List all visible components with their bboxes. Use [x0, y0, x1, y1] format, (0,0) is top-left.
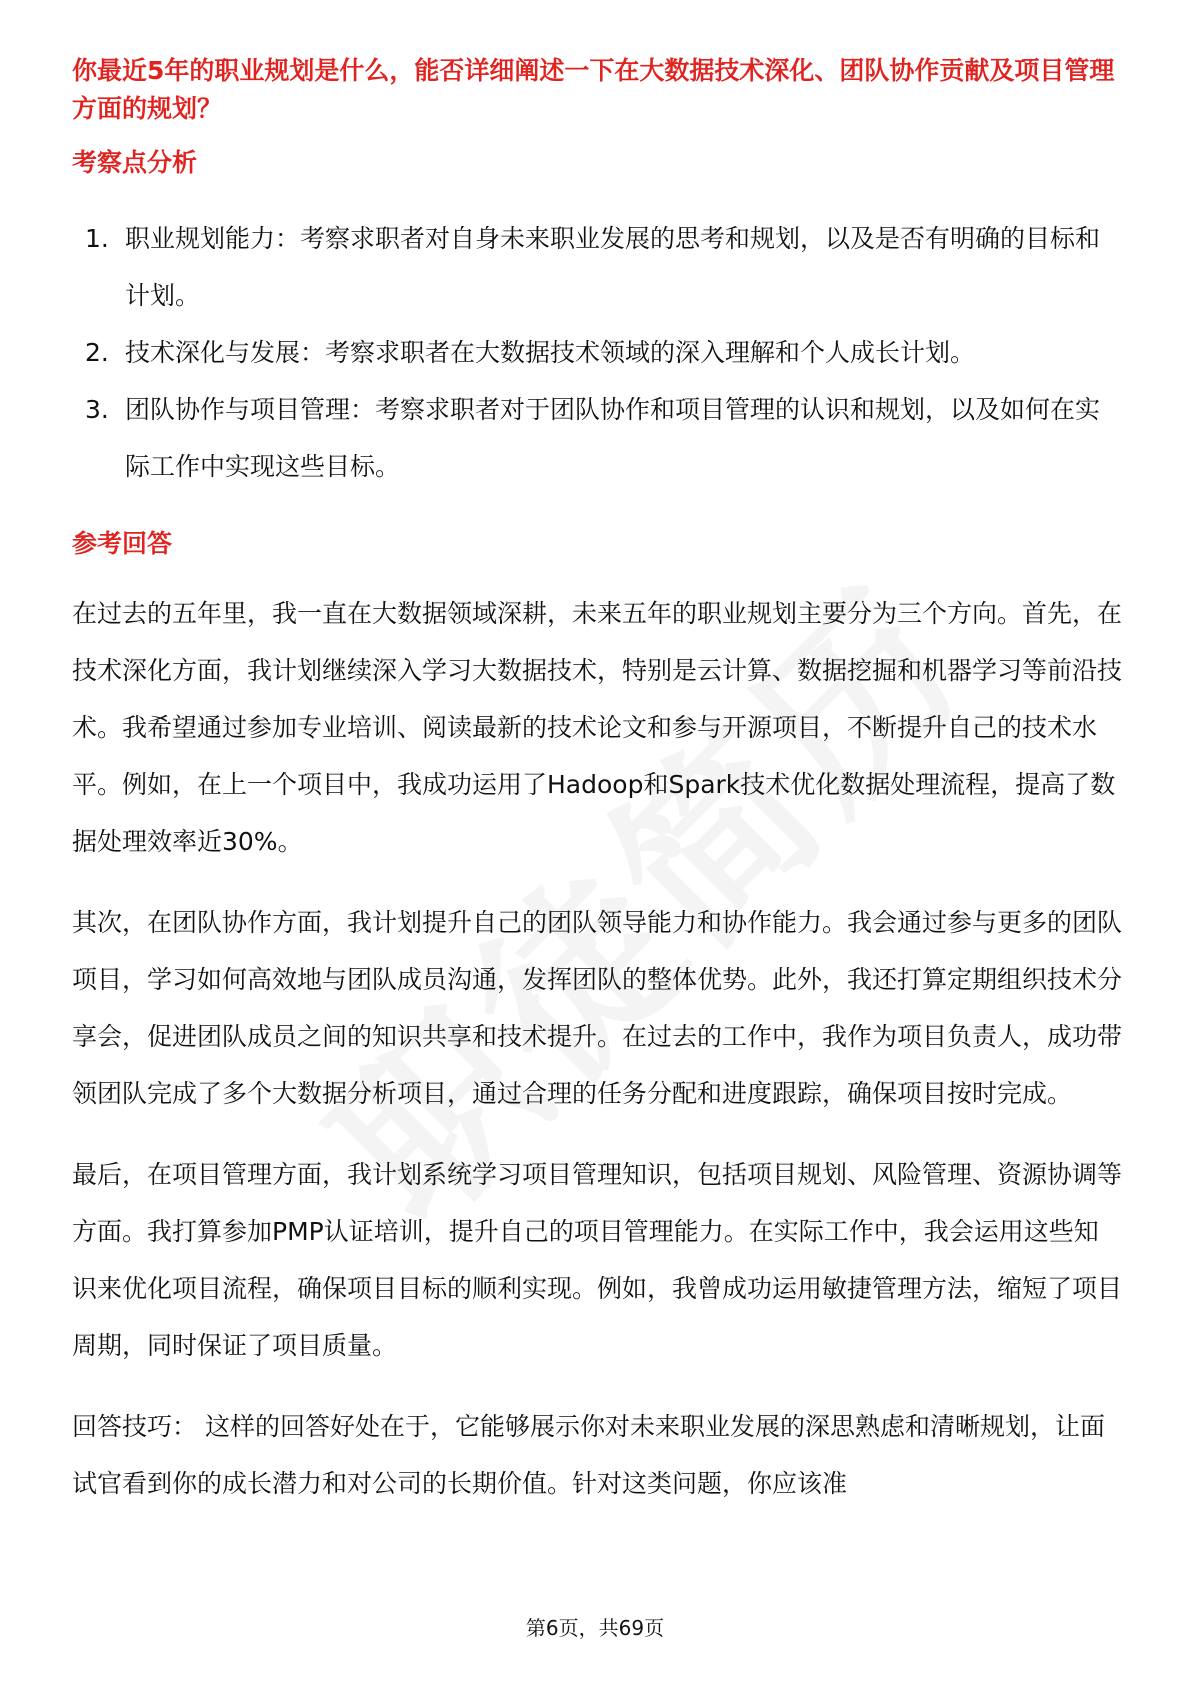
question-heading: 你最近5年的职业规划是什么，能否详细阐述一下在大数据技术深化、团队协作贡献及项目管理方面的规划？	[72, 56, 1115, 123]
answer-paragraph: 在过去的五年里，我一直在大数据领域深耕，未来五年的职业规划主要分为三个方向。首先，在技术深化方面，我计划继续深入学习大数据技术，特别是云计算、数据挖掘和机器学习等前沿技术。我希望通过参加专业培训、阅读最新的技术论文和参与开源项目，不断提升自己的技术水平。例如，在上一个项目中，我成功运用了Hadoop和Spark技术优化数据处理流程，提高了数据处理效率近30%。	[72, 599, 1123, 856]
page-footer: 第6页，共69页	[525, 1616, 665, 1640]
analysis-title: 考察点分析	[72, 148, 198, 177]
document-page	[72, 52, 1122, 1512]
analysis-item-number: 2.	[85, 338, 109, 367]
answer-title: 参考回答	[72, 529, 173, 558]
answer-paragraph: 最后，在项目管理方面，我计划系统学习项目管理知识，包括项目规划、风险管理、资源协调等方面。我打算参加PMP认证培训，提升自己的项目管理能力。在实际工作中，我会运用这些知识来优化项目流程，确保项目目标的顺利实现。例如，我曾成功运用敏捷管理方法，缩短了项目周期，同时保证了项目质量。	[72, 1160, 1123, 1360]
analysis-item-number: 1.	[85, 224, 109, 253]
analysis-item-text: 团队协作与项目管理：考察求职者对于团队协作和项目管理的认识和规划，以及如何在实际工作中实现这些目标。	[125, 395, 1101, 481]
answer-paragraph: 其次，在团队协作方面，我计划提升自己的团队领导能力和协作能力。我会通过参与更多的团队项目，学习如何高效地与团队成员沟通，发挥团队的整体优势。此外，我还打算定期组织技术分享会，促进团队成员之间的知识共享和技术提升。在过去的工作中，我作为项目负责人，成功带领团队完成了多个大数据分析项目，通过合理的任务分配和进度跟踪，确保项目按时完成。	[72, 908, 1123, 1108]
analysis-item	[72, 210, 1122, 324]
analysis-item-text: 职业规划能力：考察求职者对自身未来职业发展的思考和规划，以及是否有明确的目标和计划。	[125, 224, 1101, 310]
analysis-item	[72, 324, 1122, 381]
answer-tip: 回答技巧： 这样的回答好处在于，它能够展示你对未来职业发展的深思熟虑和清晰规划，让面试官看到你的成长潜力和对公司的长期价值。针对这类问题，你应该准	[72, 1412, 1105, 1498]
analysis-item-number: 3.	[85, 395, 109, 424]
analysis-list	[72, 210, 1122, 495]
analysis-item-text: 技术深化与发展：考察求职者在大数据技术领域的深入理解和个人成长计划。	[125, 338, 976, 367]
analysis-item	[72, 381, 1122, 495]
